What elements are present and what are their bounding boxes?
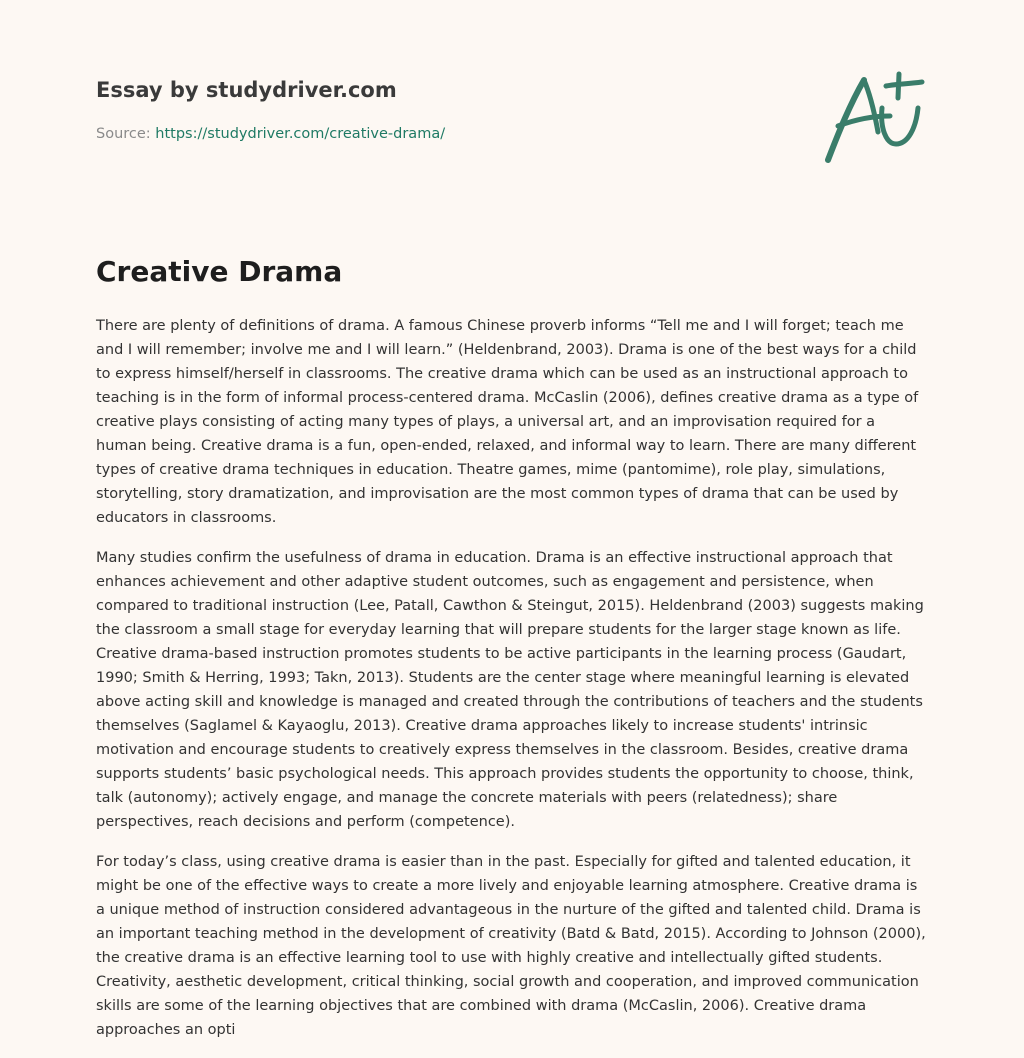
paragraph: For today’s class, using creative drama is easier than in the past. Especially for gifted and talented education, it might be one of the effective ways to create a more lively and enjoyable learning atmosphere. Creative drama is a unique method of instruction considered advantageous in the nurture of the gifted and talented child. Drama is an important teaching method in the development of creativity (Batd & Batd, 2015). According to Johnson (2000), the creative drama is an effective learning tool to use with highly creative and intellectually gifted students. Creativity, aesthetic development, critical thinking, social growth and cooperation, and improved communication skills are some of the learning objectives that are combined with drama (McCaslin, 2006). Creative drama approaches an opti: [96, 854, 926, 1038]
essay-header: [96, 76, 796, 144]
article-title: Creative Drama: [96, 255, 343, 288]
paragraph: Many studies confirm the usefulness of drama in education. Drama is an effective instructional approach that enhances achievement and other adaptive student outcomes, such as engagement and persistence, when compared to traditional instruction (Lee, Patall, Cawthon & Steingut, 2015). Heldenbrand (2003) suggests making the classroom a small stage for everyday learning that will prepare students for the larger stage known as life. Creative drama-based instruction promotes students to be active participants in the learning process (Gaudart, 1990; Smith & Herring, 1993; Takn, 2013). Students are the center stage where meaningful learning is elevated above acting skill and knowledge is managed and created through the contributions of teachers and the students themselves (Saglamel & Kayaoglu, 2013). Creative drama approaches likely to increase students' intrinsic motivation and encourage students to creatively express themselves in the classroom. Besides, creative drama supports students’ basic psychological needs. This approach provides students the opportunity to choose, think, talk (autonomy); actively engage, and manage the concrete materials with peers (relatedness); share perspectives, reach decisions and perform (competence).: [96, 550, 924, 830]
essay-by-label: Essay by studydriver.com: [96, 78, 397, 102]
source-label: Source:: [96, 126, 156, 142]
source-line: [96, 124, 796, 144]
a-plus-logo-icon: [820, 64, 930, 168]
source-link[interactable]: https://studydriver.com/creative-drama/: [155, 126, 446, 142]
paragraph: There are plenty of definitions of drama. A famous Chinese proverb informs “Tell me and I will forget; teach me and I will remember; involve me and I will learn.” (Heldenbrand, 2003). Drama is one of the best ways for a child to express himself/herself in classrooms. The creative drama which can be used as an instructional approach to teaching is in the form of informal process-centered drama. McCaslin (2006), defines creative drama as a type of creative plays consisting of acting many types of plays, a universal art, and an improvisation required for a human being. Creative drama is a fun, open-ended, relaxed, and informal way to learn. There are many different types of creative drama techniques in education. Theatre games, mime (pantomime), role play, simulations, storytelling, story dramatization, and improvisation are the most common types of drama that can be used by educators in classrooms.: [96, 318, 919, 526]
article-body: [96, 314, 928, 1058]
